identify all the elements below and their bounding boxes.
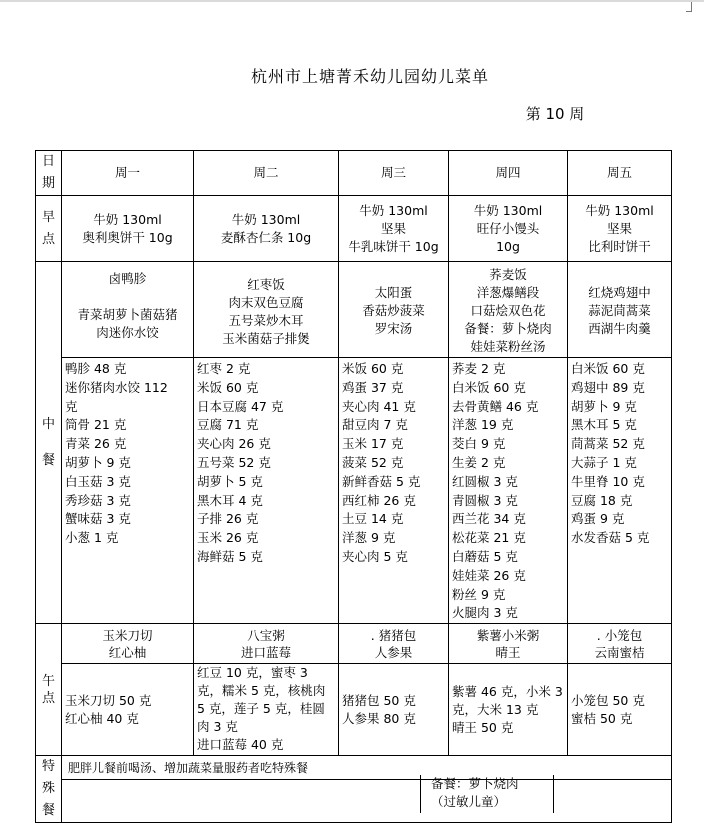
ingredient: 西红柿 26 克 — [342, 492, 416, 508]
lunch-dishes-thu — [449, 262, 568, 358]
lunch-ingredients-fri — [568, 358, 672, 624]
ingredient: 玉米刀切 50 克 — [65, 692, 152, 708]
lunch-dish — [65, 288, 190, 306]
special-remark: 肥胖儿餐前喝汤、增加蔬菜量服药者吃特殊餐 — [62, 756, 672, 780]
lunch-dishes-tue — [194, 262, 339, 358]
ingredient: 荞麦 2 克 — [452, 361, 506, 376]
ingredient: 生姜 2 克 — [452, 454, 506, 470]
snack-ingredients-tue — [194, 664, 339, 756]
ingredient: 克 — [65, 398, 78, 414]
ingredient: 小葱 1 克 — [65, 530, 119, 546]
ingredient: 红豆 10 克，蜜枣 3 克，糯米 5 克，核桃肉 5 克，莲子 5 克，桂圆肉 3 克 — [197, 665, 326, 735]
breakfast-tue — [194, 196, 339, 262]
menu-title: 杭州市上塘菁禾幼儿园幼儿菜单 — [250, 67, 489, 86]
lunch-dish: 蒜泥茼蒿菜 — [588, 303, 651, 318]
breakfast-item: 坚果 — [380, 220, 406, 236]
allergy-note — [420, 775, 554, 813]
ingredient: 黑木耳 4 克 — [197, 492, 263, 508]
breakfast-item: 坚果 — [606, 220, 632, 236]
page-corner-mark — [686, 11, 692, 12]
breakfast-item: 牛奶 130ml — [359, 202, 428, 218]
day-header-thu: 周四 — [449, 151, 568, 196]
ingredient: 秀珍菇 3 克 — [65, 492, 131, 508]
ingredient: 筒骨 21 克 — [65, 417, 127, 433]
special-remark-row — [36, 756, 672, 780]
lunch-label — [36, 262, 62, 624]
day-header-tue: 周二 — [194, 151, 339, 196]
ingredient: 米饭 60 克 — [342, 361, 404, 376]
snack-dish: 人参果 — [374, 644, 413, 660]
snack-ingredients-row — [36, 664, 672, 756]
snack-label-1: 午 — [41, 673, 55, 689]
breakfast-item: 10g — [496, 238, 520, 254]
breakfast-mon — [62, 196, 194, 262]
ingredient: 鸡翅中 89 克 — [571, 379, 645, 395]
day-header-mon: 周一 — [62, 151, 194, 196]
snack-ingredients-wed — [339, 664, 449, 756]
ingredient: 茭白 9 克 — [452, 436, 506, 452]
breakfast-item: 比利时饼干 — [588, 238, 651, 254]
snack-dish: . 小笼包 — [596, 627, 643, 643]
lunch-dishes-fri — [568, 262, 672, 358]
snack-dish: 玉米刀切 — [102, 627, 153, 643]
ingredient: 日本豆腐 47 克 — [197, 398, 284, 414]
lunch-dish: 口菇烩双色花 — [470, 303, 546, 318]
snack-dish: 进口蓝莓 — [240, 644, 291, 660]
ingredient: 甜豆肉 7 克 — [342, 417, 408, 433]
snack-dishes-fri — [568, 624, 672, 664]
ingredient: 猪猪包 50 克 — [342, 692, 416, 708]
snack-dish: 红心柚 — [108, 644, 147, 660]
ingredient: 胡萝卜 9 克 — [65, 454, 131, 470]
snack-dish: . 猪猪包 — [370, 627, 417, 643]
allergy-note-line: 备餐：萝卜烧肉 — [431, 776, 519, 791]
breakfast-fri — [568, 196, 672, 262]
ingredient: 茼蒿菜 52 克 — [571, 436, 645, 452]
ingredient: 洋葱 9 克 — [342, 530, 396, 546]
breakfast-label-1: 早 — [41, 209, 55, 225]
date-label-cell — [36, 151, 62, 196]
ingredient: 西兰花 34 克 — [452, 511, 526, 527]
ingredient: 新鲜香菇 5 克 — [342, 473, 421, 489]
snack-ingredients-fri — [568, 664, 672, 756]
lunch-ingredients-mon — [62, 358, 194, 624]
ingredient: 粉丝 9 克 — [452, 586, 506, 602]
ingredient: 海鲜菇 5 克 — [197, 548, 263, 564]
lunch-dishes-wed — [339, 262, 449, 358]
lunch-ingredients-tue — [194, 358, 339, 624]
special-note-cell — [62, 779, 672, 822]
snack-dish: 晴王 — [495, 644, 521, 660]
snack-label-2: 点 — [41, 690, 55, 706]
ingredient: 白蘑菇 5 克 — [452, 548, 518, 564]
window-top-edge — [0, 0, 704, 2]
snack-dish: 紫薯小米粥 — [476, 627, 540, 643]
breakfast-item: 牛奶 130ml — [585, 202, 654, 218]
special-label-1: 特 — [41, 759, 55, 775]
breakfast-row — [36, 196, 672, 262]
special-note-row — [36, 779, 672, 822]
ingredient: 黑木耳 5 克 — [571, 417, 637, 433]
snack-label — [36, 624, 62, 756]
breakfast-label-2: 点 — [41, 231, 55, 247]
lunch-dish: 肉迷你水饺 — [96, 325, 159, 340]
ingredient: 小笼包 50 克 — [571, 692, 645, 708]
ingredient: 鸡蛋 9 克 — [571, 511, 625, 527]
ingredient: 红圆椒 3 克 — [452, 473, 518, 489]
snack-dish: 八宝粥 — [247, 627, 285, 643]
lunch-label-1: 中 — [41, 416, 55, 432]
lunch-ingredients-thu — [449, 358, 568, 624]
lunch-dish: 肉末双色豆腐 — [228, 295, 304, 310]
lunch-dish: 娃娃菜粉丝汤 — [470, 339, 546, 354]
ingredient: 玉米 17 克 — [342, 436, 404, 452]
lunch-dish: 备餐：萝卜烧肉 — [464, 321, 552, 336]
ingredient: 晴王 50 克 — [452, 719, 514, 735]
snack-dishes-mon — [62, 624, 194, 664]
breakfast-item: 麦酥杏仁条 10g — [220, 229, 312, 245]
lunch-dish: 太阳蛋 — [374, 285, 413, 300]
snack-dish: 云南蜜桔 — [594, 644, 645, 660]
ingredient: 胡萝卜 9 克 — [571, 398, 637, 414]
ingredient: 夹心肉 5 克 — [342, 548, 408, 564]
ingredient: 牛里脊 10 克 — [571, 473, 645, 489]
ingredient: 火腿肉 3 克 — [452, 605, 518, 621]
breakfast-wed — [339, 196, 449, 262]
snack-dishes-tue — [194, 624, 339, 664]
ingredient: 豆腐 18 克 — [571, 492, 633, 508]
ingredient: 白米饭 60 克 — [452, 379, 526, 395]
ingredient: 去骨黄鳝 46 克 — [452, 398, 539, 414]
ingredient: 鸡蛋 37 克 — [342, 379, 404, 395]
ingredient: 白玉菇 3 克 — [65, 473, 131, 489]
ingredient: 青圆椒 3 克 — [452, 492, 518, 508]
lunch-dishes-mon — [62, 262, 194, 358]
ingredient: 土豆 14 克 — [342, 511, 404, 527]
ingredient: 紫薯 46 克，小米 3 克，大米 13 克 — [452, 683, 563, 717]
snack-dishes-row — [36, 624, 672, 664]
lunch-dish: 卤鸭胗 — [108, 271, 147, 286]
ingredient: 青菜 26 克 — [65, 436, 127, 452]
ingredient: 大蒜子 1 克 — [571, 454, 637, 470]
special-label-3: 餐 — [41, 803, 55, 819]
snack-dishes-wed — [339, 624, 449, 664]
lunch-label-2: 餐 — [41, 452, 55, 468]
date-label-2: 期 — [41, 176, 55, 191]
ingredient: 夹心肉 26 克 — [197, 436, 271, 452]
ingredient: 娃娃菜 26 克 — [452, 567, 526, 583]
ingredient: 红枣 2 克 — [197, 361, 251, 376]
lunch-ingredients-row — [36, 358, 672, 624]
ingredient: 白米饭 60 克 — [571, 361, 645, 376]
breakfast-item: 牛奶 130ml — [93, 211, 162, 227]
breakfast-label — [36, 196, 62, 262]
breakfast-item: 牛乳味饼干 10g — [348, 238, 439, 254]
breakfast-item: 牛奶 130ml — [231, 211, 301, 227]
lunch-dishes-row — [36, 262, 672, 358]
ingredient: 玉米 26 克 — [197, 530, 259, 546]
breakfast-item: 牛奶 130ml — [473, 202, 543, 218]
lunch-ingredients-wed — [339, 358, 449, 624]
menu-table — [35, 150, 672, 823]
lunch-dish: 洋葱爆鳝段 — [476, 285, 540, 300]
lunch-dish: 荞麦饭 — [489, 267, 527, 282]
allergy-note-line: （过敏儿童） — [431, 794, 507, 809]
lunch-dish: 红枣饭 — [247, 277, 285, 292]
lunch-dish: 五号菜炒木耳 — [228, 313, 304, 328]
ingredient: 五号菜 52 克 — [197, 454, 271, 470]
snack-ingredients-thu — [449, 664, 568, 756]
day-header-wed: 周三 — [339, 151, 449, 196]
ingredient: 迷你猪肉水饺 112 — [65, 379, 168, 395]
header-row — [36, 151, 672, 196]
lunch-dish: 香菇炒菠菜 — [362, 303, 425, 318]
special-label — [36, 756, 62, 823]
ingredient: 蟹味菇 3 克 — [65, 511, 131, 527]
lunch-dish: 红烧鸡翅中 — [588, 285, 651, 300]
week-number: 第 10 周 — [525, 105, 585, 123]
lunch-dish: 罗宋汤 — [374, 321, 413, 336]
ingredient: 子排 26 克 — [197, 511, 259, 527]
ingredient: 夹心肉 41 克 — [342, 398, 416, 414]
ingredient: 松花菜 21 克 — [452, 530, 526, 546]
lunch-dish: 玉米菌菇子排煲 — [222, 331, 310, 346]
ingredient: 豆腐 71 克 — [197, 417, 259, 433]
breakfast-item: 奥利奥饼干 10g — [82, 229, 173, 245]
breakfast-item: 旺仔小馒头 — [476, 220, 540, 236]
lunch-dish: 青菜胡萝卜菌菇猪 — [77, 307, 178, 322]
special-label-2: 殊 — [41, 781, 55, 797]
ingredient: 人参果 80 克 — [342, 710, 416, 726]
ingredient: 胡萝卜 5 克 — [197, 473, 263, 489]
snack-ingredients-mon — [62, 664, 194, 756]
ingredient: 洋葱 19 克 — [452, 417, 514, 433]
breakfast-thu — [449, 196, 568, 262]
lunch-dish: 西湖牛肉羹 — [588, 321, 651, 336]
ingredient: 米饭 60 克 — [197, 379, 259, 395]
ingredient: 菠菜 52 克 — [342, 454, 404, 470]
ingredient: 水发香菇 5 克 — [571, 530, 650, 546]
date-label-1: 日 — [41, 154, 55, 169]
ingredient: 鸭胗 48 克 — [65, 361, 127, 376]
ingredient: 进口蓝莓 40 克 — [197, 737, 284, 753]
snack-dishes-thu — [449, 624, 568, 664]
day-header-fri: 周五 — [568, 151, 672, 196]
ingredient: 红心柚 40 克 — [65, 710, 139, 726]
ingredient: 蜜桔 50 克 — [571, 710, 633, 726]
